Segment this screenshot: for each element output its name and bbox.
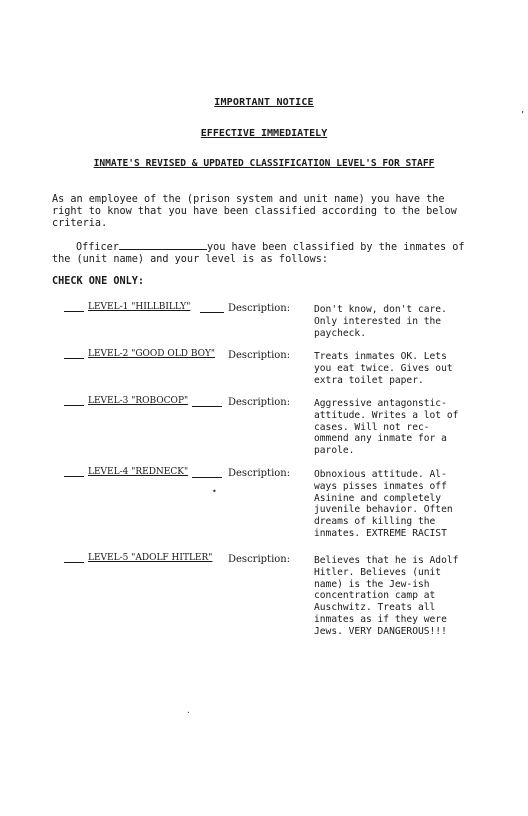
officer-prefix: Officer — [76, 242, 119, 253]
level-underline — [200, 303, 224, 313]
level-description: Believes that he is Adolf Hitler. Believes (unit name) is the Jew-ish concentration camp at Auschwitz. Treats all inmates as if they were Jews. VERY DANGEROUS!!! — [314, 555, 459, 637]
level-description: Treats inmates OK. Lets you eat twice. Gives out extra toilet paper. — [314, 351, 453, 386]
description-label: Description: — [228, 350, 291, 361]
checkbox-line — [64, 405, 84, 406]
checkbox-line — [64, 311, 84, 312]
description-label: Description: — [228, 468, 291, 479]
description-label: Description: — [228, 397, 291, 408]
scan-mark: • — [212, 487, 217, 496]
level-row — [64, 469, 88, 481]
checkbox-line — [64, 476, 84, 477]
level-row — [64, 398, 88, 410]
level-description: Don't know, don't care. Only interested in the paycheck. — [314, 304, 447, 339]
classification-heading: INMATE'S REVISED & UPDATED CLASSIFICATION LEVEL'S FOR STAFF — [93, 158, 435, 169]
level-underline — [192, 468, 222, 478]
level-label: LEVEL-1 "HILLBILLY" — [88, 302, 191, 312]
effective-line: EFFECTIVE IMMEDIATELY — [200, 128, 328, 139]
check-one-label: CHECK ONE ONLY: — [52, 276, 145, 287]
level-row — [64, 351, 88, 363]
level-description: Obnoxious attitude. Al-ways pisses inmates off Asinine and completely juvenile behavior. Often dreams of killing the inmates. EXTREME RACIST — [314, 469, 453, 539]
officer-paragraph — [52, 240, 472, 266]
level-label: LEVEL-4 "REDNECK" — [88, 467, 189, 477]
scan-mark: · — [186, 708, 191, 717]
officer-suffix: you have been classified by the inmates of the (unit name) and your level is as follows: — [52, 242, 465, 265]
level-underline — [192, 397, 222, 407]
level-description: Aggressive antagonstic-attitude. Writes a lot of cases. Will not rec-ommend any inmate for a parole. — [314, 398, 459, 457]
intro-paragraph: As an employee of the (prison system and unit name) you have the right to know that you have been classified according to the below criteria. — [52, 194, 457, 229]
description-label: Description: — [228, 554, 291, 565]
level-label: LEVEL-2 "GOOD OLD BOY" — [88, 349, 216, 359]
notice-title: IMPORTANT NOTICE — [214, 97, 314, 108]
scan-mark: ’ — [520, 110, 525, 119]
level-row — [64, 304, 88, 316]
description-label: Description: — [228, 303, 291, 314]
officer-name-blank — [119, 240, 207, 250]
level-label: LEVEL-5 "ADOLF HITLER" — [88, 553, 213, 563]
checkbox-line — [64, 358, 84, 359]
level-row — [64, 555, 88, 567]
level-label: LEVEL-3 "ROBOCOP" — [88, 396, 189, 406]
checkbox-line — [64, 562, 84, 563]
